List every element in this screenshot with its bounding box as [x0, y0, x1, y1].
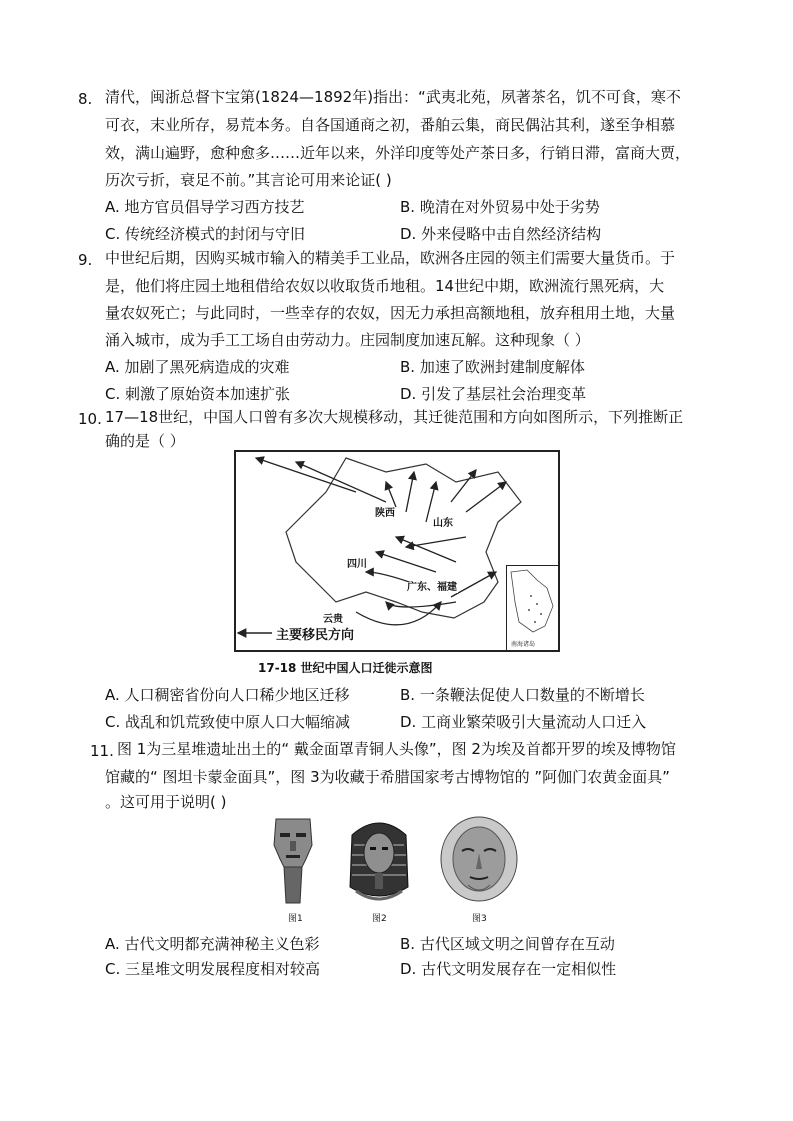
option-c[interactable]: C. 刺激了原始资本加速扩张	[105, 385, 291, 403]
question-text-line: 中世纪后期，因购买城市输入的精美手工业品，欧洲各庄园的领主们需要大量货币。于	[105, 249, 676, 267]
option-d[interactable]: D. 工商业繁荣吸引大量流动人口迁入	[400, 713, 647, 731]
question-text-line: 涌入城市，成为手工工场自由劳动力。庄园制度加速瓦解。这种现象（ ）	[105, 331, 590, 349]
option-c[interactable]: C. 战乱和饥荒致使中原人口大幅缩减	[105, 713, 351, 731]
option-b[interactable]: B. 晚清在对外贸易中处于劣势	[400, 198, 600, 216]
inset-label: 南海诸岛	[511, 641, 536, 648]
map-caption: 17-18 世纪中国人口迁徙示意图	[258, 661, 433, 675]
question-text-line: 历次亏折，衰足不前。”其言论可用来论证( )	[105, 171, 392, 189]
question-text-line: 17—18世纪，中国人口曾有多次大规模移动，其迁徙范围和方向如图所示，下列推断正	[105, 408, 684, 426]
province-label: 山东	[433, 518, 453, 529]
question-text-line: 馆藏的“ 图坦卡蒙金面具”，图 3为收藏于希腊国家考古博物馆的 ”阿伽门农黄金面具”	[105, 768, 670, 786]
option-a[interactable]: A. 加剧了黑死病造成的灾难	[105, 358, 290, 376]
question-text-line: 清代，闽浙总督卞宝第(1824—1892年)指出：“武夷北苑，夙著茶名，饥不可食，寒不	[105, 88, 681, 106]
option-c[interactable]: C. 三星堆文明发展程度相对较高	[105, 960, 321, 978]
province-label: 四川	[347, 559, 367, 570]
migration-arrows	[256, 458, 506, 625]
south-sea-inset	[506, 565, 560, 651]
question-text-line: 是，他们将庄园土地租借给农奴以收取货币地租。14世纪中期，欧洲流行黑死病，大	[105, 277, 665, 295]
question-number: 11.	[90, 742, 114, 760]
question-number: 10.	[78, 410, 102, 428]
question-text-line: 量农奴死亡；与此同时，一些幸存的农奴，因无力承担高额地租，放弃租用土地，大量	[105, 304, 676, 322]
tutankhamun-mask-figure	[346, 815, 412, 907]
option-d[interactable]: D. 古代文明发展存在一定相似性	[400, 960, 617, 978]
migration-map	[234, 450, 560, 652]
option-b[interactable]: B. 古代区域文明之间曾存在互动	[400, 935, 615, 953]
question-number: 8.	[78, 90, 93, 108]
legend-label: 主要移民方向	[276, 628, 355, 643]
question-number: 9.	[78, 251, 93, 269]
option-c[interactable]: C. 传统经济模式的封闭与守旧	[105, 225, 306, 243]
question-text-line: 确的是（ ）	[105, 432, 185, 450]
question-text-line: 。这可用于说明( )	[105, 793, 227, 811]
figure-label: 图3	[472, 914, 487, 924]
question-text-line: 效，满山遍野，愈种愈多……近年以来，外洋印度等处产茶日多，行销日滞，富商大贾，	[105, 144, 691, 162]
figure-label: 图2	[372, 914, 387, 924]
option-d[interactable]: D. 外来侵略中击自然经济结构	[400, 225, 602, 243]
province-label: 广东、福建	[407, 582, 457, 593]
option-a[interactable]: A. 古代文明都充满神秘主义色彩	[105, 935, 320, 953]
question-text-line: 图 1为三星堆遗址出土的“ 戴金面罩青铜人头像”，图 2为埃及首都开罗的埃及博物馆	[117, 740, 676, 758]
province-label: 陕西	[375, 508, 395, 519]
question-text-line: 可衣，末业所存，易荒本务。自各国通商之初，番舶云集，商民偶沾其利，遂至争相慕	[105, 116, 676, 134]
bronze-head-figure	[268, 815, 318, 907]
option-a[interactable]: A. 地方官员倡导学习西方技艺	[105, 198, 305, 216]
option-b[interactable]: B. 一条鞭法促使人口数量的不断增长	[400, 686, 645, 704]
figure-label: 图1	[288, 914, 303, 924]
inset-drawing	[507, 566, 557, 638]
china-outline	[286, 458, 521, 618]
option-a[interactable]: A. 人口稠密省份向人口稀少地区迁移	[105, 686, 350, 704]
agamemnon-mask-figure	[438, 815, 520, 907]
option-d[interactable]: D. 引发了基层社会治理变革	[400, 385, 587, 403]
option-b[interactable]: B. 加速了欧洲封建制度解体	[400, 358, 585, 376]
province-label: 云贵	[323, 614, 343, 625]
